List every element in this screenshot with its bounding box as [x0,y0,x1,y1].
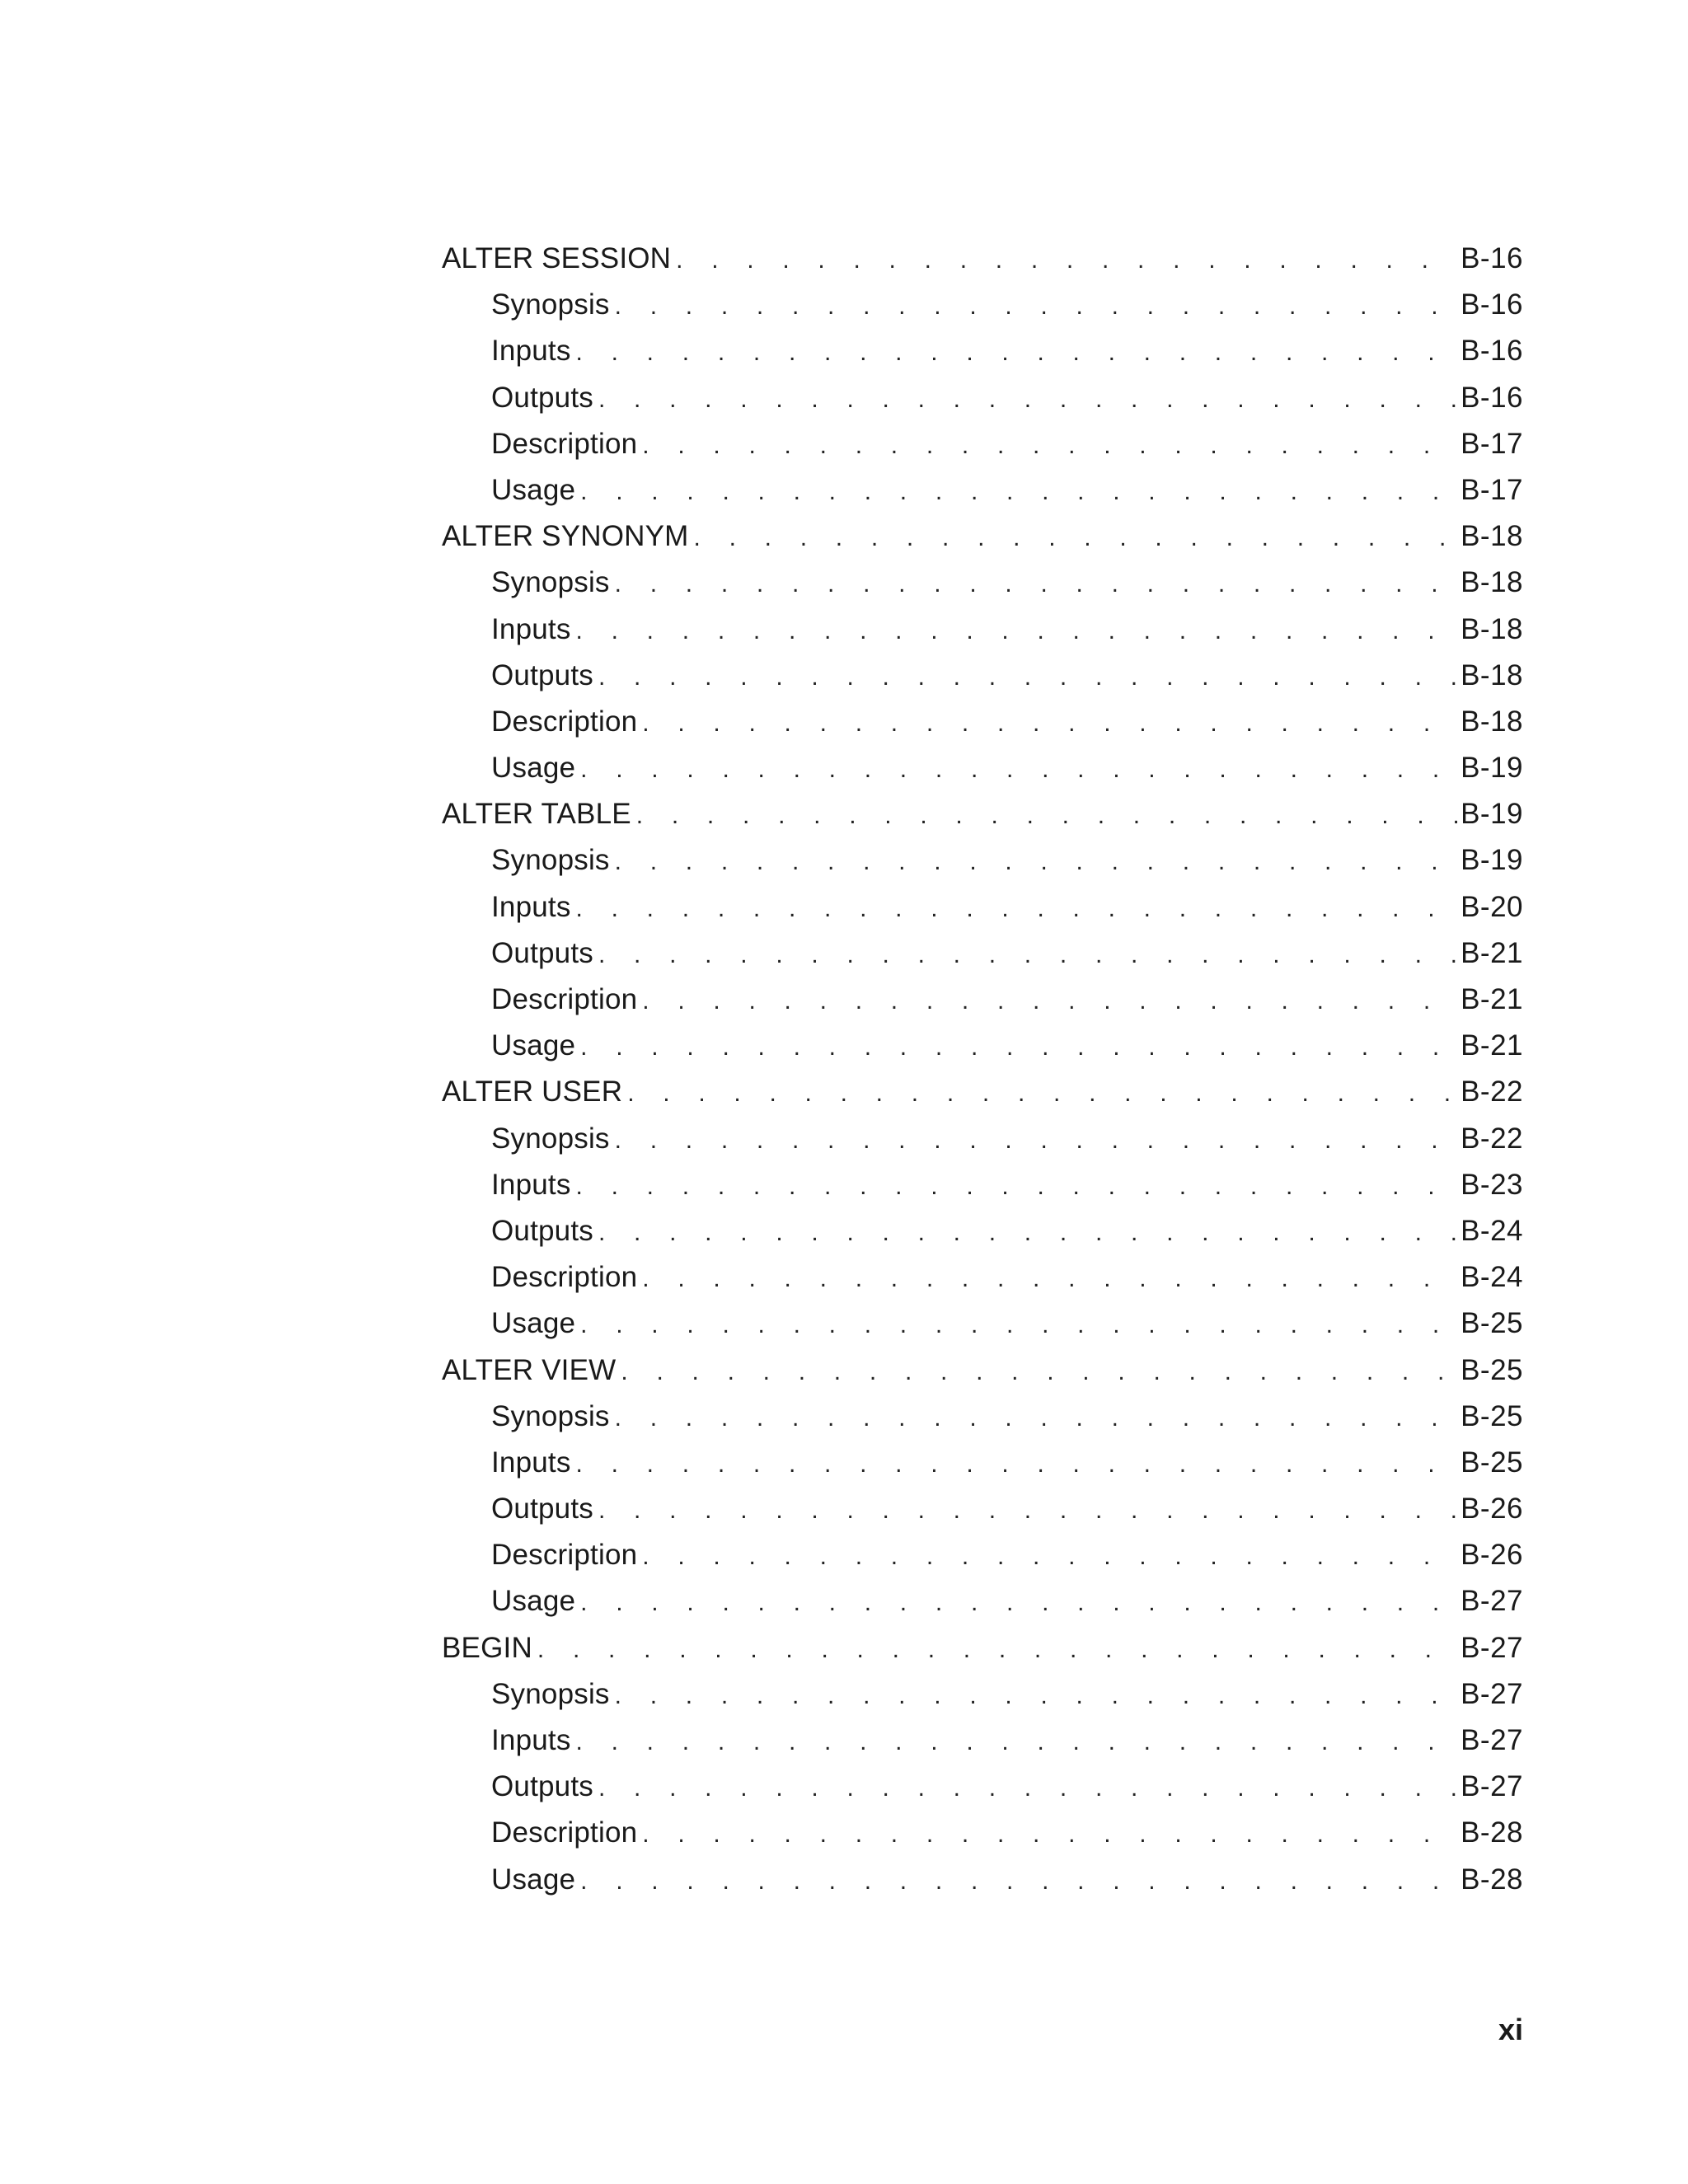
toc-subentry[interactable] [442,282,1523,328]
toc-entry-label: Synopsis [491,844,610,877]
toc-entry-page: B-18 [1461,705,1523,738]
dot-leader [580,1302,1457,1348]
toc-entry-label: Synopsis [491,288,610,321]
toc-entry[interactable] [442,1625,1523,1671]
toc-subentry[interactable] [442,1301,1523,1347]
toc-subentry[interactable] [442,1764,1523,1810]
toc-entry-label: Outputs [491,1214,593,1247]
dot-leader [642,1811,1457,1858]
toc-subentry[interactable] [442,1208,1523,1254]
toc-subentry[interactable] [442,745,1523,791]
toc-entry-page: B-16 [1461,381,1523,414]
toc-entry-page: B-27 [1461,1677,1523,1710]
dot-leader [598,1765,1457,1811]
page-number: xi [1498,2013,1523,2046]
dot-leader [576,330,1458,376]
toc-subentry[interactable] [442,977,1523,1023]
toc-subentry[interactable] [442,653,1523,699]
toc-entry-label: ALTER VIEW [442,1353,617,1386]
dot-leader [615,1118,1457,1164]
dot-leader [642,978,1457,1024]
toc-entry-label: Inputs [491,890,571,923]
dot-leader [615,1673,1457,1719]
toc-entry-label: Usage [491,1307,576,1340]
toc-entry-label: Outputs [491,1770,593,1803]
toc-entry-label: Usage [491,1863,576,1896]
toc-subentry[interactable] [442,699,1523,745]
toc-entry-page: B-22 [1461,1076,1523,1108]
toc-entry[interactable] [442,791,1523,837]
toc-entry-page: B-20 [1461,890,1523,923]
dot-leader [598,377,1457,423]
toc-entry-page: B-16 [1461,242,1523,274]
toc-subentry[interactable] [442,1532,1523,1578]
dot-leader [576,886,1458,932]
toc-subentry[interactable] [442,421,1523,467]
toc-entry-page: B-16 [1461,288,1523,321]
toc-entry-label: Synopsis [491,566,610,599]
toc-subentry[interactable] [442,1671,1523,1718]
toc-entry-label: Usage [491,1029,576,1062]
dot-leader [694,515,1458,561]
toc-entry-label: Usage [491,1585,576,1618]
toc-entry-page: B-28 [1461,1863,1523,1896]
toc-entry-label: Usage [491,752,576,785]
toc-entry-label: Description [491,705,638,738]
toc-entry-page: B-28 [1461,1816,1523,1849]
toc-entry-page: B-23 [1461,1168,1523,1201]
toc-entry-page: B-27 [1461,1724,1523,1756]
toc-entry-page: B-21 [1461,983,1523,1015]
toc-entry-label: Outputs [491,1493,593,1526]
dot-leader [642,701,1457,747]
toc-entry-label: Description [491,427,638,460]
toc-entry-label: Synopsis [491,1399,610,1432]
toc-entry-page: B-19 [1461,798,1523,831]
toc-entry-label: Inputs [491,1724,571,1756]
toc-entry-page: B-17 [1461,473,1523,506]
toc-subentry[interactable] [442,1394,1523,1440]
toc-entry-page: B-18 [1461,612,1523,645]
toc-entry-label: ALTER TABLE [442,798,631,831]
toc-entry-page: B-21 [1461,936,1523,969]
toc-entry-page: B-18 [1461,658,1523,691]
toc-subentry[interactable] [442,1254,1523,1301]
toc-entry-label: Description [491,1261,638,1294]
toc-entry-page: B-21 [1461,1029,1523,1062]
toc-entry-page: B-27 [1461,1770,1523,1803]
toc-entry-label: Outputs [491,381,593,414]
toc-entry-label: Inputs [491,612,571,645]
toc-subentry[interactable] [442,328,1523,374]
toc-entry-label: Description [491,1539,638,1572]
toc-subentry[interactable] [442,375,1523,421]
toc-entry[interactable] [442,1069,1523,1115]
toc-entry-page: B-18 [1461,566,1523,599]
dot-leader [598,654,1457,701]
toc-subentry[interactable] [442,560,1523,606]
toc-entry-label: ALTER SYNONYM [442,520,689,553]
dot-leader [576,608,1458,654]
toc-subentry[interactable] [442,930,1523,977]
dot-leader [615,561,1457,607]
dot-leader [537,1627,1457,1673]
toc-subentry[interactable] [442,1116,1523,1162]
toc-entry[interactable] [442,1347,1523,1394]
toc-entry-label: Synopsis [491,1122,610,1155]
dot-leader [580,1858,1457,1905]
toc-entry-page: B-18 [1461,520,1523,553]
dot-leader [598,932,1457,978]
toc-entry-page: B-22 [1461,1122,1523,1155]
dot-leader [598,1488,1457,1534]
toc-entry-label: ALTER SESSION [442,242,672,274]
toc-entry-page: B-26 [1461,1539,1523,1572]
table-of-contents [442,236,1523,1903]
toc-entry-label: Synopsis [491,1677,610,1710]
toc-subentry[interactable] [442,1440,1523,1486]
toc-subentry[interactable] [442,607,1523,653]
toc-entry-label: BEGIN [442,1631,532,1664]
dot-leader [576,1441,1458,1488]
toc-entry-label: Outputs [491,658,593,691]
dot-leader [576,1719,1458,1765]
dot-leader [615,284,1457,330]
toc-entry-page: B-24 [1461,1214,1523,1247]
toc-subentry[interactable] [442,837,1523,883]
toc-entry-label: Description [491,1816,638,1849]
toc-entry-page: B-16 [1461,335,1523,368]
toc-subentry[interactable] [442,1718,1523,1764]
toc-entry-page: B-25 [1461,1399,1523,1432]
dot-leader [642,423,1457,469]
toc-entry-page: B-27 [1461,1585,1523,1618]
toc-entry-label: Usage [491,473,576,506]
toc-subentry[interactable] [442,1810,1523,1856]
dot-leader [636,793,1457,839]
toc-subentry[interactable] [442,1578,1523,1624]
toc-entry-page: B-25 [1461,1353,1523,1386]
toc-subentry[interactable] [442,1486,1523,1532]
toc-entry-label: Inputs [491,1446,571,1479]
toc-entry-page: B-19 [1461,844,1523,877]
dot-leader [580,747,1457,793]
toc-entry-page: B-27 [1461,1631,1523,1664]
toc-entry-page: B-26 [1461,1493,1523,1526]
toc-entry-label: Inputs [491,335,571,368]
toc-entry[interactable] [442,236,1523,282]
dot-leader [576,1164,1458,1210]
toc-entry-label: Outputs [491,936,593,969]
dot-leader [580,1024,1457,1071]
toc-entry-page: B-25 [1461,1446,1523,1479]
toc-subentry[interactable] [442,884,1523,930]
toc-entry-page: B-19 [1461,752,1523,785]
toc-entry-label: ALTER USER [442,1076,623,1108]
dot-leader [642,1534,1457,1580]
toc-subentry[interactable] [442,1162,1523,1208]
dot-leader [580,1580,1457,1626]
toc-subentry[interactable] [442,467,1523,513]
toc-entry-label: Description [491,983,638,1015]
dot-leader [580,469,1457,515]
dot-leader [676,237,1457,284]
toc-subentry[interactable] [442,1023,1523,1069]
dot-leader [621,1349,1457,1395]
dot-leader [642,1256,1457,1302]
dot-leader [598,1210,1457,1256]
toc-entry-page: B-17 [1461,427,1523,460]
dot-leader [627,1071,1457,1117]
toc-entry-label: Inputs [491,1168,571,1201]
toc-entry-page: B-24 [1461,1261,1523,1294]
dot-leader [615,1395,1457,1441]
toc-subentry[interactable] [442,1857,1523,1903]
toc-entry[interactable] [442,513,1523,560]
toc-entry-page: B-25 [1461,1307,1523,1340]
dot-leader [615,839,1457,885]
